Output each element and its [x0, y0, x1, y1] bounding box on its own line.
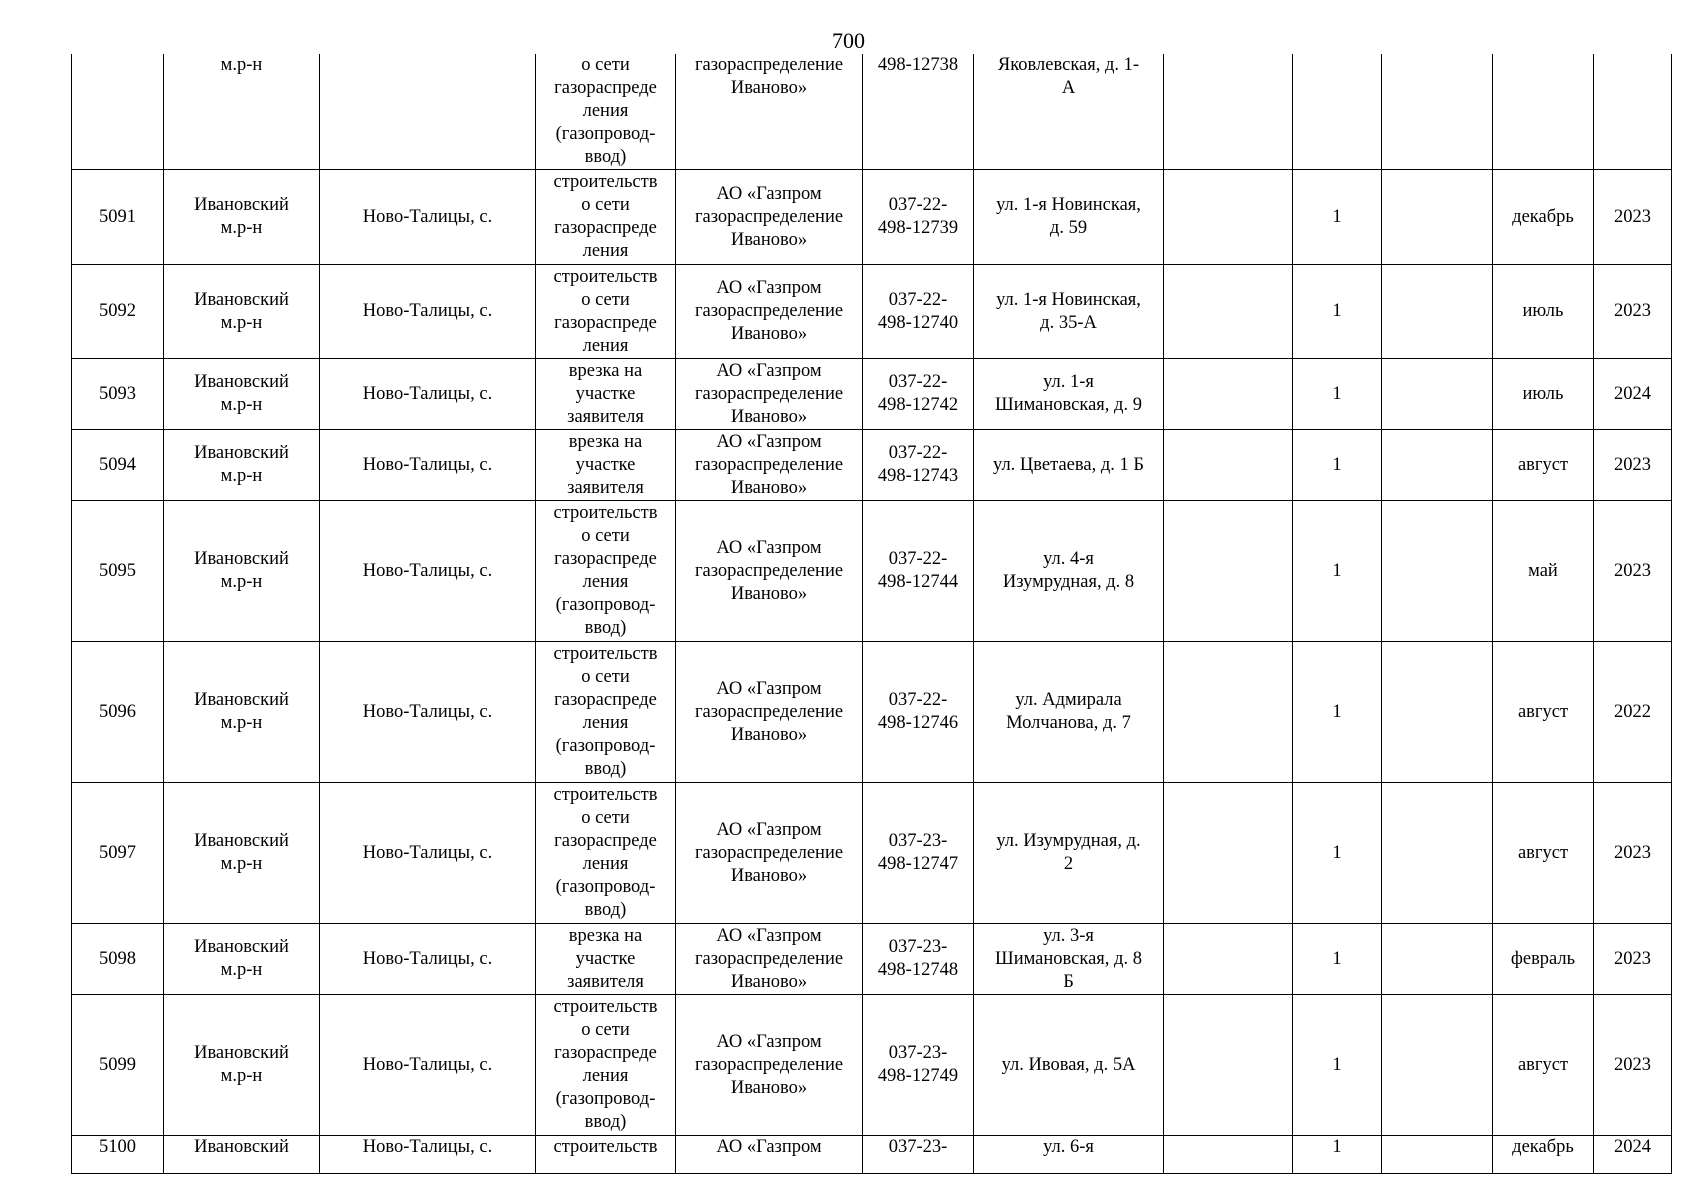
- row-number-cell: [72, 1136, 164, 1174]
- row-number-cell: [72, 359, 164, 430]
- work-type-cell-text: строительств о сети газораспреде ления (газопровод- ввод): [553, 997, 658, 1132]
- table-row: [72, 642, 1672, 783]
- month-cell-text: август: [1517, 454, 1569, 475]
- month-cell: [1493, 430, 1594, 501]
- work-type-cell: [536, 924, 676, 995]
- month-cell-text: декабрь: [1512, 206, 1574, 227]
- address-cell-text: Яковлевская, д. 1- А: [997, 55, 1140, 98]
- quantity-cell-text: 1: [1332, 383, 1342, 404]
- district-cell-text: Ивановский м.р-н: [194, 831, 289, 874]
- quantity-cell: [1293, 642, 1382, 783]
- settlement-cell: [320, 265, 536, 359]
- row-number-cell: [72, 170, 164, 265]
- application-code-cell: [863, 501, 974, 642]
- empty-cell: [1382, 170, 1493, 265]
- settlement-cell-text: Ново-Талицы, с.: [362, 301, 493, 321]
- settlement-cell-text: Ново-Талицы, с.: [362, 948, 493, 969]
- quantity-cell: [1293, 924, 1382, 995]
- organization-cell-text: АО «Газпром газораспределение Иваново»: [694, 819, 844, 886]
- quantity-cell: [1293, 265, 1382, 359]
- district-cell: [164, 359, 320, 430]
- row-number-cell-text: 5091: [99, 206, 136, 227]
- district-cell: [164, 924, 320, 995]
- application-code-cell: [863, 54, 974, 170]
- quantity-cell-text: 1: [1332, 206, 1342, 227]
- application-code-cell-text: 037-23- 498-12749: [877, 1043, 959, 1086]
- row-number-cell-text: 5099: [99, 1054, 136, 1075]
- settlement-cell-text: Ново-Талицы, с.: [362, 1137, 493, 1157]
- quantity-cell: [1293, 430, 1382, 501]
- district-cell: [164, 1136, 320, 1174]
- work-type-cell: [536, 265, 676, 359]
- address-cell: [974, 501, 1164, 642]
- table-row: [72, 501, 1672, 642]
- application-code-cell-text: 498-12738: [877, 55, 959, 75]
- month-cell: [1493, 642, 1594, 783]
- district-cell: [164, 501, 320, 642]
- empty-cell: [1164, 501, 1293, 642]
- row-number-cell-text: 5096: [99, 701, 136, 722]
- page-number: 700: [832, 28, 865, 53]
- settlement-cell: [320, 995, 536, 1136]
- empty-cell: [1164, 359, 1293, 430]
- address-cell-text: ул. 3-я Шимановская, д. 8 Б: [995, 925, 1142, 992]
- address-cell-text: ул. Цветаева, д. 1 Б: [993, 454, 1144, 475]
- empty-cell: [1382, 54, 1493, 170]
- empty-cell: [1164, 430, 1293, 501]
- quantity-cell-text: 1: [1332, 454, 1342, 475]
- month-cell-text: декабрь: [1512, 1137, 1574, 1157]
- quantity-cell-text: 1: [1332, 301, 1342, 321]
- address-cell: [974, 1136, 1164, 1174]
- quantity-cell-text: 1: [1332, 701, 1342, 722]
- settlement-cell-text: Ново-Талицы, с.: [362, 842, 493, 863]
- address-cell: [974, 924, 1164, 995]
- table-body: [72, 54, 1672, 1174]
- organization-cell-text: АО «Газпром газораспределение Иваново»: [694, 278, 844, 344]
- empty-cell: [1164, 783, 1293, 924]
- district-cell-text: Ивановский м.р-н: [194, 549, 289, 592]
- quantity-cell: [1293, 359, 1382, 430]
- organization-cell: [676, 430, 863, 501]
- application-code-cell-text: 037-22- 498-12746: [877, 690, 959, 733]
- settlement-cell: [320, 170, 536, 265]
- row-number-cell-text: 5092: [99, 301, 136, 321]
- application-code-cell-text: 037-22- 498-12744: [877, 549, 959, 592]
- empty-cell: [1164, 1136, 1293, 1174]
- row-number-cell-text: 5095: [99, 560, 136, 581]
- year-cell-text: 2024: [1614, 383, 1651, 404]
- month-cell-text: август: [1517, 842, 1569, 863]
- organization-cell: [676, 1136, 863, 1174]
- year-cell: [1594, 430, 1672, 501]
- month-cell-text: май: [1528, 560, 1558, 581]
- address-cell: [974, 170, 1164, 265]
- year-cell-text: 2023: [1614, 948, 1651, 969]
- empty-cell: [1164, 170, 1293, 265]
- quantity-cell-text: 1: [1332, 1054, 1342, 1075]
- organization-cell: [676, 642, 863, 783]
- year-cell-text: 2023: [1614, 454, 1651, 475]
- application-code-cell: [863, 783, 974, 924]
- table-row: [72, 430, 1672, 501]
- organization-cell-text: АО «Газпром газораспределение Иваново»: [694, 431, 844, 498]
- empty-cell: [1382, 501, 1493, 642]
- application-code-cell: [863, 642, 974, 783]
- work-type-cell: [536, 783, 676, 924]
- organization-cell: [676, 501, 863, 642]
- organization-cell-text: АО «Газпром газораспределение Иваново»: [694, 678, 844, 745]
- row-number-cell: [72, 642, 164, 783]
- month-cell: [1493, 501, 1594, 642]
- empty-cell: [1382, 995, 1493, 1136]
- quantity-cell: [1293, 54, 1382, 170]
- table-row: [72, 1136, 1672, 1174]
- work-type-cell-text: строительств о сети газораспреде ления (газопровод- ввод): [553, 503, 658, 638]
- application-code-cell: [863, 430, 974, 501]
- address-cell-text: ул. Изумрудная, д. 2: [996, 831, 1141, 874]
- month-cell-text: август: [1517, 1054, 1569, 1075]
- month-cell: [1493, 783, 1594, 924]
- organization-cell-text: АО «Газпром газораспределение Иваново»: [694, 360, 844, 427]
- quantity-cell: [1293, 170, 1382, 265]
- empty-cell: [1382, 924, 1493, 995]
- application-code-cell-text: 037-23- 498-12747: [877, 831, 959, 874]
- application-code-cell: [863, 995, 974, 1136]
- district-cell-text: Ивановский м.р-н: [194, 690, 289, 733]
- year-cell: [1594, 265, 1672, 359]
- district-cell-text: Ивановский м.р-н: [194, 372, 289, 415]
- settlement-cell: [320, 359, 536, 430]
- registry-table: [71, 54, 1672, 1174]
- district-cell-text: м.р-н: [220, 55, 263, 75]
- district-cell: [164, 54, 320, 170]
- application-code-cell: [863, 359, 974, 430]
- quantity-cell: [1293, 1136, 1382, 1174]
- row-number-cell: [72, 501, 164, 642]
- application-code-cell: [863, 265, 974, 359]
- address-cell-text: ул. 4-я Изумрудная, д. 8: [1002, 549, 1135, 592]
- quantity-cell-text: 1: [1332, 560, 1342, 581]
- year-cell: [1594, 995, 1672, 1136]
- year-cell-text: 2022: [1614, 701, 1651, 722]
- empty-cell: [1164, 642, 1293, 783]
- row-number-cell: [72, 430, 164, 501]
- row-number-cell: [72, 924, 164, 995]
- organization-cell-text: АО «Газпром: [716, 1137, 822, 1157]
- work-type-cell: [536, 501, 676, 642]
- quantity-cell-text: 1: [1332, 842, 1342, 863]
- address-cell: [974, 430, 1164, 501]
- district-cell-text: Ивановский м.р-н: [194, 195, 289, 238]
- empty-cell: [1382, 430, 1493, 501]
- work-type-cell: [536, 54, 676, 170]
- year-cell: [1594, 54, 1672, 170]
- district-cell: [164, 642, 320, 783]
- application-code-cell-text: 037-23- 498-12748: [877, 937, 959, 980]
- row-number-cell-text: 5097: [99, 842, 136, 863]
- year-cell: [1594, 783, 1672, 924]
- application-code-cell-text: 037-22- 498-12742: [877, 372, 959, 415]
- row-number-cell: [72, 54, 164, 170]
- table-row: [72, 359, 1672, 430]
- empty-cell: [1164, 924, 1293, 995]
- work-type-cell: [536, 995, 676, 1136]
- district-cell: [164, 170, 320, 265]
- work-type-cell-text: о сети газораспреде ления (газопровод- ввод): [554, 55, 657, 167]
- empty-cell: [1382, 265, 1493, 359]
- settlement-cell-text: Ново-Талицы, с.: [362, 454, 493, 475]
- month-cell-text: июль: [1522, 383, 1564, 404]
- organization-cell: [676, 924, 863, 995]
- quantity-cell-text: 1: [1332, 948, 1342, 969]
- row-number-cell-text: 5100: [99, 1137, 136, 1157]
- organization-cell: [676, 265, 863, 359]
- address-cell-text: ул. Адмирала Молчанова, д. 7: [1006, 690, 1131, 733]
- work-type-cell-text: врезка на участке заявителя: [567, 925, 644, 992]
- address-cell: [974, 995, 1164, 1136]
- table-row: [72, 54, 1672, 170]
- year-cell: [1594, 501, 1672, 642]
- district-cell-text: Ивановский м.р-н: [194, 443, 289, 486]
- row-number-cell-text: 5094: [99, 454, 136, 475]
- month-cell-text: июль: [1522, 301, 1564, 321]
- year-cell: [1594, 924, 1672, 995]
- address-cell-text: ул. Ивовая, д. 5А: [1001, 1054, 1136, 1075]
- year-cell-text: 2024: [1614, 1137, 1651, 1157]
- address-cell: [974, 54, 1164, 170]
- organization-cell: [676, 995, 863, 1136]
- application-code-cell-text: 037-22- 498-12739: [877, 195, 959, 238]
- work-type-cell-text: строительств: [553, 1137, 658, 1157]
- year-cell: [1594, 359, 1672, 430]
- year-cell-text: 2023: [1614, 842, 1651, 863]
- work-type-cell: [536, 430, 676, 501]
- quantity-cell: [1293, 995, 1382, 1136]
- organization-cell: [676, 783, 863, 924]
- district-cell: [164, 995, 320, 1136]
- year-cell-text: 2023: [1614, 1054, 1651, 1075]
- district-cell: [164, 265, 320, 359]
- month-cell: [1493, 170, 1594, 265]
- address-cell: [974, 265, 1164, 359]
- year-cell: [1594, 642, 1672, 783]
- month-cell-text: февраль: [1510, 948, 1576, 969]
- organization-cell-text: АО «Газпром газораспределение Иваново»: [694, 537, 844, 604]
- quantity-cell: [1293, 783, 1382, 924]
- organization-cell: [676, 359, 863, 430]
- work-type-cell-text: строительств о сети газораспреде ления (газопровод- ввод): [553, 785, 658, 920]
- settlement-cell-text: Ново-Талицы, с.: [362, 383, 493, 404]
- address-cell: [974, 642, 1164, 783]
- settlement-cell-text: Ново-Талицы, с.: [362, 701, 493, 722]
- district-cell-text: Ивановский: [194, 1137, 289, 1157]
- district-cell: [164, 783, 320, 924]
- work-type-cell-text: врезка на участке заявителя: [567, 360, 644, 427]
- table-row: [72, 783, 1672, 924]
- work-type-cell: [536, 170, 676, 265]
- work-type-cell-text: строительств о сети газораспреде ления: [553, 172, 658, 261]
- district-cell-text: Ивановский м.р-н: [194, 289, 289, 333]
- table-row: [72, 995, 1672, 1136]
- quantity-cell-text: 1: [1332, 1137, 1342, 1157]
- application-code-cell-text: 037-22- 498-12743: [877, 443, 959, 486]
- organization-cell-text: АО «Газпром газораспределение Иваново»: [694, 925, 844, 992]
- year-cell-text: 2023: [1614, 301, 1651, 321]
- month-cell: [1493, 265, 1594, 359]
- row-number-cell-text: 5093: [99, 383, 136, 404]
- organization-cell: [676, 54, 863, 170]
- table-row: [72, 924, 1672, 995]
- row-number-cell: [72, 995, 164, 1136]
- work-type-cell-text: строительств о сети газораспреде ления: [553, 266, 658, 356]
- work-type-cell-text: строительств о сети газораспреде ления (газопровод- ввод): [553, 644, 658, 779]
- application-code-cell: [863, 170, 974, 265]
- year-cell-text: 2023: [1614, 560, 1651, 581]
- address-cell: [974, 359, 1164, 430]
- year-cell: [1594, 170, 1672, 265]
- empty-cell: [1382, 1136, 1493, 1174]
- empty-cell: [1382, 642, 1493, 783]
- table-row: [72, 265, 1672, 359]
- settlement-cell: [320, 924, 536, 995]
- address-cell-text: ул. 1-я Шимановская, д. 9: [995, 372, 1142, 415]
- application-code-cell-text: 037-23-: [888, 1137, 948, 1157]
- settlement-cell: [320, 501, 536, 642]
- month-cell: [1493, 359, 1594, 430]
- address-cell-text: ул. 1-я Новинская, д. 59: [996, 195, 1141, 238]
- settlement-cell: [320, 430, 536, 501]
- month-cell: [1493, 995, 1594, 1136]
- address-cell: [974, 783, 1164, 924]
- organization-cell-text: АО «Газпром газораспределение Иваново»: [694, 183, 844, 250]
- settlement-cell: [320, 1136, 536, 1174]
- month-cell-text: август: [1517, 701, 1569, 722]
- year-cell-text: 2023: [1614, 206, 1651, 227]
- district-cell: [164, 430, 320, 501]
- district-cell-text: Ивановский м.р-н: [194, 1043, 289, 1086]
- month-cell: [1493, 54, 1594, 170]
- month-cell: [1493, 924, 1594, 995]
- row-number-cell-text: 5098: [99, 948, 136, 969]
- empty-cell: [1382, 359, 1493, 430]
- settlement-cell: [320, 54, 536, 170]
- work-type-cell: [536, 1136, 676, 1174]
- work-type-cell: [536, 359, 676, 430]
- organization-cell: [676, 170, 863, 265]
- row-number-cell: [72, 783, 164, 924]
- table-row: [72, 170, 1672, 265]
- settlement-cell: [320, 642, 536, 783]
- district-cell-text: Ивановский м.р-н: [194, 937, 289, 980]
- work-type-cell-text: врезка на участке заявителя: [567, 431, 644, 498]
- application-code-cell: [863, 924, 974, 995]
- work-type-cell: [536, 642, 676, 783]
- settlement-cell: [320, 783, 536, 924]
- settlement-cell-text: Ново-Талицы, с.: [362, 1054, 493, 1075]
- application-code-cell-text: 037-22- 498-12740: [877, 289, 959, 333]
- organization-cell-text: АО «Газпром газораспределение Иваново»: [694, 1031, 844, 1098]
- empty-cell: [1164, 995, 1293, 1136]
- settlement-cell-text: Ново-Талицы, с.: [362, 206, 493, 227]
- row-number-cell: [72, 265, 164, 359]
- year-cell: [1594, 1136, 1672, 1174]
- address-cell-text: ул. 6-я: [1043, 1137, 1094, 1157]
- empty-cell: [1382, 783, 1493, 924]
- settlement-cell-text: Ново-Талицы, с.: [362, 560, 493, 581]
- empty-cell: [1164, 265, 1293, 359]
- organization-cell-text: газораспределение Иваново»: [694, 55, 844, 98]
- quantity-cell: [1293, 501, 1382, 642]
- address-cell-text: ул. 1-я Новинская, д. 35-А: [996, 289, 1141, 333]
- month-cell: [1493, 1136, 1594, 1174]
- empty-cell: [1164, 54, 1293, 170]
- application-code-cell: [863, 1136, 974, 1174]
